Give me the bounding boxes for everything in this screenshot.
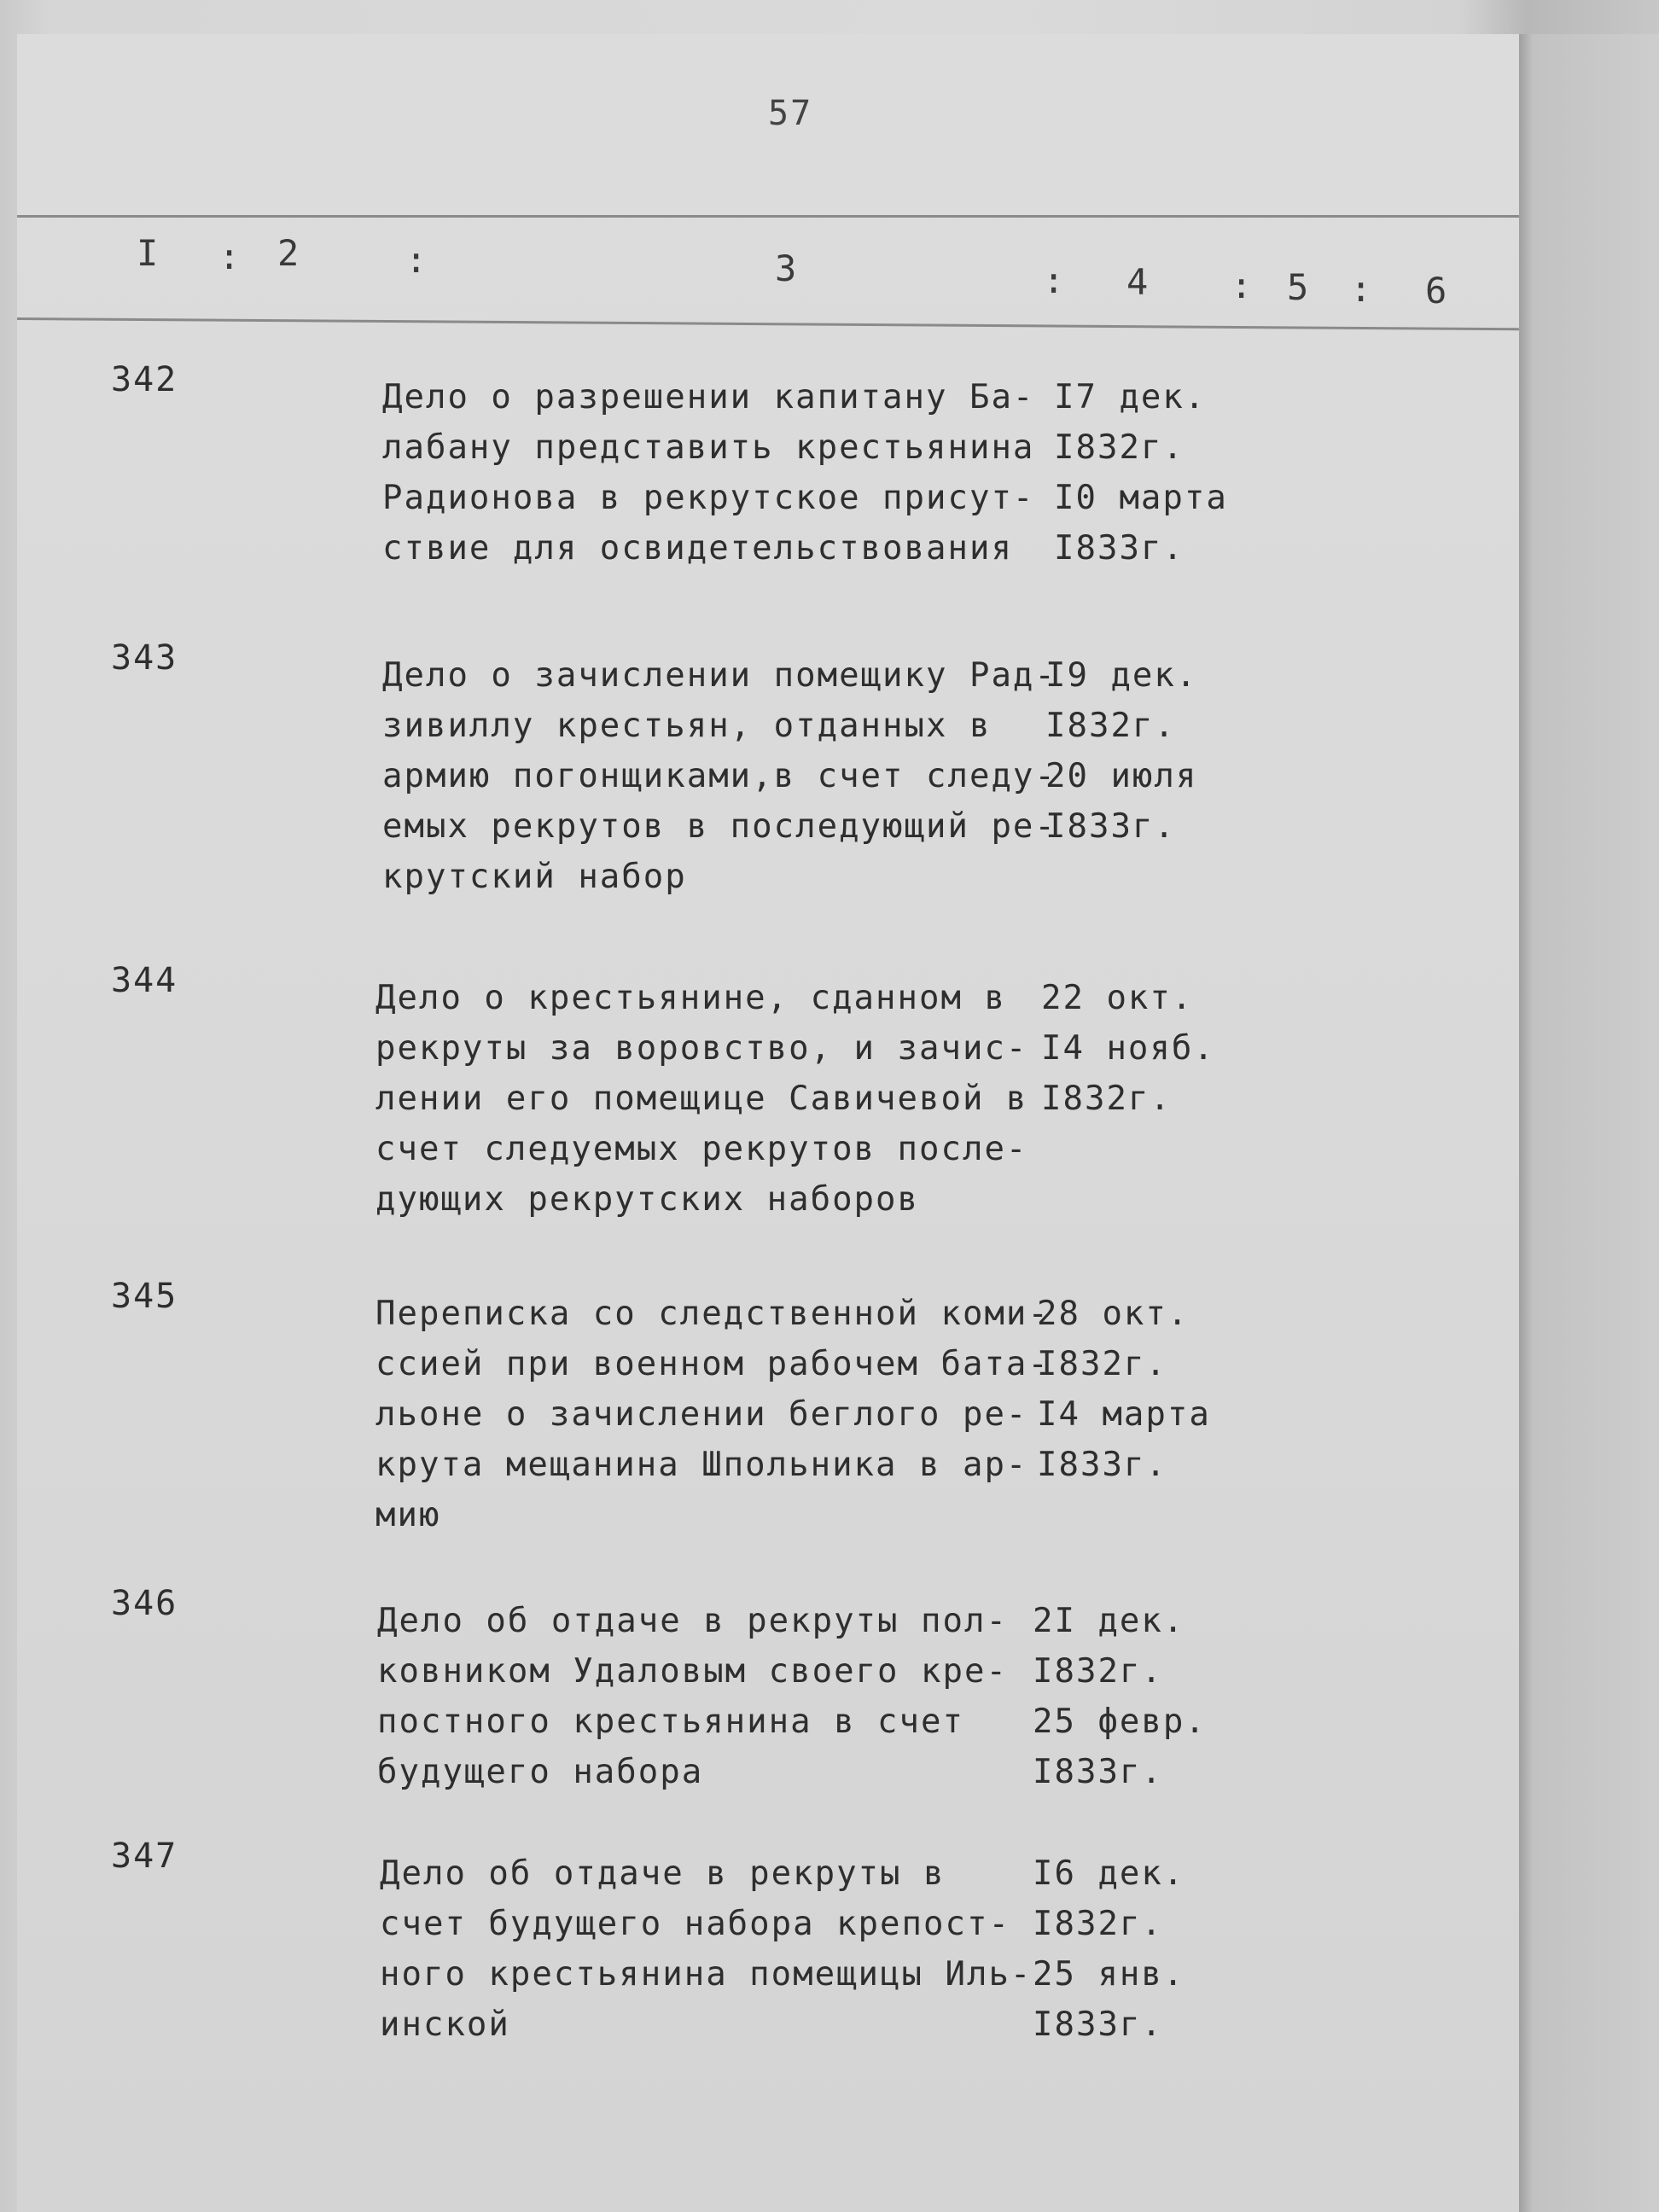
description-line: счет будущего набора крепост- [380, 1905, 1010, 1943]
description-line: Дело об отдаче в рекруты в [380, 1854, 946, 1893]
entry-description [380, 1848, 1032, 2050]
date-line: I832г. [1045, 707, 1176, 745]
date-line: 2I дек. [1033, 1602, 1185, 1640]
date-line: I7 дек. [1054, 378, 1207, 416]
column-number-3: 3 [775, 247, 799, 289]
header-bottom-rule [17, 317, 1519, 330]
date-line: I9 дек. [1045, 656, 1198, 695]
entry-dates [1054, 372, 1228, 573]
description-line: мию [375, 1496, 441, 1534]
header-top-rule [17, 215, 1519, 218]
entry-dates [1041, 973, 1215, 1124]
date-line: I833г. [1033, 2005, 1163, 2044]
column-separator: : [1231, 265, 1254, 306]
description-line: дующих рекрутских наборов [375, 1180, 919, 1219]
date-line: I833г. [1037, 1446, 1167, 1484]
column-number-2: 2 [277, 232, 301, 274]
typed-page [17, 34, 1519, 2212]
column-number-1: I [137, 232, 160, 274]
date-line: I832г. [1037, 1345, 1167, 1383]
description-line: Переписка со следственной коми- [375, 1295, 1050, 1333]
page-number: 57 [768, 94, 813, 133]
column-separator: : [218, 236, 242, 277]
column-number-6: 6 [1425, 270, 1449, 311]
date-line: I4 марта [1037, 1395, 1211, 1434]
description-line: рекруты за воровство, и зачис- [375, 1029, 1028, 1068]
date-line: 28 окт. [1037, 1295, 1190, 1333]
entry-description [375, 973, 1027, 1225]
entry-number: 345 [111, 1277, 178, 1316]
entry-number: 347 [111, 1837, 178, 1876]
entry-dates [1033, 1596, 1207, 1797]
description-line: Дело о зачислении помещику Рад- [382, 656, 1057, 695]
column-separator: : [1350, 268, 1374, 310]
date-line: 25 февр. [1033, 1703, 1207, 1741]
description-line: льоне о зачислении беглого ре- [375, 1395, 1028, 1434]
date-line: I0 марта [1054, 479, 1228, 517]
description-line: Дело о крестьянине, сданном в [375, 979, 1006, 1017]
description-line: счет следуемых рекрутов после- [375, 1130, 1028, 1168]
description-line: постного крестьянина в счет [377, 1703, 964, 1741]
date-line: I832г. [1054, 428, 1185, 467]
entry-description [377, 1596, 1008, 1797]
date-line: I833г. [1045, 807, 1176, 846]
description-line: ствие для освидетельствования [382, 529, 1013, 568]
description-line: лабану представить крестьянина [382, 428, 1035, 467]
date-line: 25 янв. [1033, 1955, 1185, 1994]
entry-dates [1037, 1289, 1211, 1490]
description-line: ссией при военном рабочем бата- [375, 1345, 1050, 1383]
date-line: 20 июля [1045, 757, 1198, 795]
column-number-4: 4 [1126, 261, 1150, 303]
entry-number: 342 [111, 360, 178, 399]
entry-number: 344 [111, 961, 178, 1000]
page-edge-shadow [1519, 34, 1659, 2212]
date-line: I832г. [1033, 1905, 1163, 1943]
description-line: зивиллу крестьян, отданных в [382, 707, 992, 745]
description-line: ного крестьянина помещицы Иль- [380, 1955, 1033, 1994]
date-line: I832г. [1033, 1652, 1163, 1691]
column-number-5: 5 [1287, 266, 1311, 308]
date-line: I833г. [1054, 529, 1185, 568]
description-line: ковником Удаловым своего кре- [377, 1652, 1008, 1691]
column-separator: : [405, 239, 429, 281]
entry-dates [1033, 1848, 1185, 2050]
entry-number: 343 [111, 638, 178, 678]
date-line: 22 окт. [1041, 979, 1194, 1017]
description-line: Дело о разрешении капитану Ба- [382, 378, 1035, 416]
description-line: инской [380, 2005, 510, 2044]
date-line: I833г. [1033, 1753, 1163, 1791]
description-line: емых рекрутов в последующий ре- [382, 807, 1057, 846]
entry-description [382, 372, 1034, 573]
entry-dates [1045, 650, 1197, 852]
description-line: будущего набора [377, 1753, 704, 1791]
description-line: крутский набор [382, 858, 687, 896]
description-line: Дело об отдаче в рекруты пол- [377, 1602, 1008, 1640]
description-line: Радионова в рекрутское присут- [382, 479, 1035, 517]
date-line: I6 дек. [1033, 1854, 1185, 1893]
description-line: лении его помещице Савичевой в [375, 1080, 1028, 1118]
entry-description [375, 1289, 1050, 1540]
column-separator: : [1043, 259, 1067, 301]
entry-description [382, 650, 1057, 902]
description-line: крута мещанина Шпольника в ар- [375, 1446, 1028, 1484]
date-line: I4 нояб. [1041, 1029, 1215, 1068]
date-line: I832г. [1041, 1080, 1172, 1118]
description-line: армию погонщиками,в счет следу- [382, 757, 1057, 795]
entry-number: 346 [111, 1584, 178, 1623]
